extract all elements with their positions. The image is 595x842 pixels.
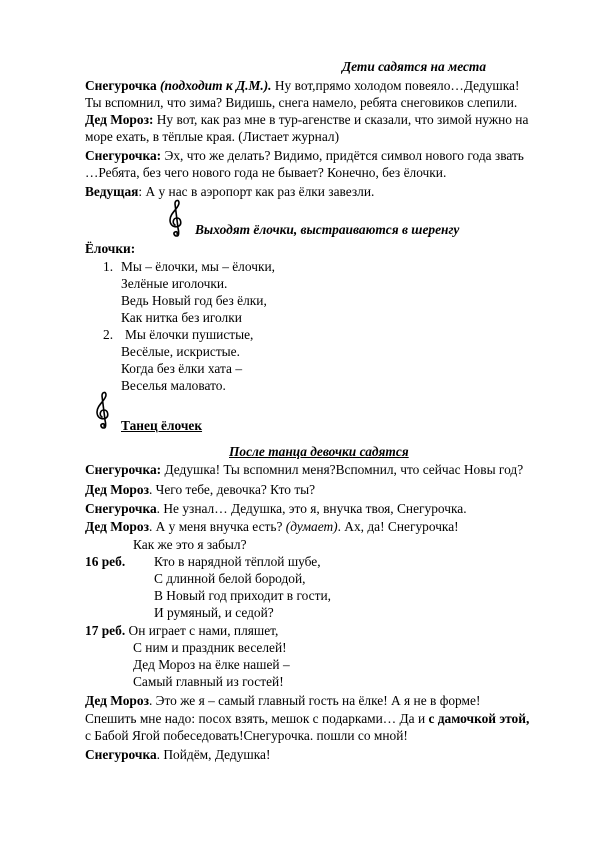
- speaker-name: Ёлочки:: [85, 241, 136, 256]
- speaker-name: Дед Мороз:: [85, 112, 154, 127]
- stage-direction-heading: После танца девочки садятся: [229, 444, 409, 459]
- dialogue-line: [85, 77, 519, 94]
- speaker-name: Снегурочка: [85, 747, 157, 762]
- dialogue-text: . Пойдём, Дедушка!: [156, 747, 271, 762]
- dialogue-text: с Бабой Ягой побеседовать!Снегурочка. пошли со мной!: [85, 728, 408, 743]
- dialogue-text: Ну вот, как раз мне в тур-агенстве и сказали, что зимой нужно на: [153, 112, 529, 127]
- child-line: [85, 622, 278, 639]
- dialogue-text: Ну вот,прямо холодом повеяло…Дедушка!: [271, 78, 520, 93]
- poem-line: С длинной белой бородой,: [154, 571, 306, 586]
- speaker-name: Ведущая: [85, 184, 139, 199]
- speaker-name: Дед Мороз: [85, 693, 149, 708]
- dialogue-line: [85, 183, 374, 200]
- poem-line: Когда без ёлки хата –: [121, 361, 243, 376]
- poem-line: Ведь Новый год без ёлки,: [121, 293, 267, 308]
- poem-line: С ним и праздник веселей!: [133, 640, 287, 655]
- treble-clef-icon: [93, 390, 113, 430]
- poem-line: Самый главный из гостей!: [133, 674, 284, 689]
- speaker-name: Дед Мороз: [85, 519, 149, 534]
- poem-line: Весёлые, искристые.: [121, 344, 240, 359]
- dialogue-line: [85, 500, 467, 517]
- dialogue-text: Спешить мне надо: посох взять, мешок с подарками… Да и: [85, 711, 429, 726]
- treble-clef-icon: [166, 198, 186, 238]
- poem-line: Кто в нарядной тёплой шубе,: [154, 554, 321, 569]
- poem-line: Зелёные иголочки.: [121, 276, 228, 291]
- dialogue-line: [85, 518, 459, 535]
- stage-direction: (подходит к Д.М.).: [160, 78, 272, 93]
- poem-line: В Новый год приходит в гости,: [154, 588, 331, 603]
- dialogue-line: [85, 481, 315, 498]
- dance-title: Танец ёлочек: [121, 418, 203, 433]
- dialogue-text: Ты вспомнил, что зима? Видишь, снега намело, ребята снеговиков слепили.: [85, 95, 518, 110]
- speaker-name: Дед Мороз: [85, 482, 149, 497]
- poem-line: Он играет с нами, пляшет,: [128, 623, 279, 638]
- dialogue-line: [85, 746, 270, 763]
- poem-line: И румяный, и седой?: [154, 605, 274, 620]
- dialogue-text-bold: с дамочкой этой,: [428, 711, 530, 726]
- dialogue-line: [85, 461, 523, 478]
- stage-direction-heading: Выходят ёлочки, выстраиваются в шеренгу: [195, 222, 460, 237]
- dialogue-text: Эх, что же делать? Видимо, придётся символ нового года звать: [161, 148, 524, 163]
- dialogue-text: . Не узнал… Дедушка, это я, внучка твоя, Снегурочка.: [156, 501, 467, 516]
- poem-line: Веселья маловато.: [121, 378, 226, 393]
- stage-direction: (думает): [285, 519, 338, 534]
- poem-line: Мы – ёлочки, мы – ёлочки,: [121, 259, 275, 274]
- stage-direction-heading: Дети садятся на места: [342, 59, 487, 74]
- list-number: 2.: [103, 327, 114, 342]
- speaker-name: Снегурочка:: [85, 148, 162, 163]
- speaker-name: Снегурочка: [85, 501, 157, 516]
- dialogue-text: …Ребята, без чего нового года не бывает? Конечно, без ёлочки.: [85, 165, 447, 180]
- dialogue-text: Как же это я забыл?: [133, 537, 247, 552]
- dialogue-text: . Чего тебе, девочка? Кто ты?: [148, 482, 316, 497]
- dialogue-line: [85, 147, 524, 164]
- poem-line: Как нитка без иголки: [121, 310, 242, 325]
- dialogue-line: [85, 710, 529, 727]
- dialogue-line: [85, 692, 480, 709]
- child-label: 17 реб.: [85, 623, 126, 638]
- poem-line: Мы ёлочки пушистые,: [125, 327, 254, 342]
- dialogue-text: . Ах, да! Снегурочка!: [337, 519, 459, 534]
- poem-line: Дед Мороз на ёлке нашей –: [133, 657, 290, 672]
- dialogue-text: : А у нас в аэропорт как раз ёлки завезли.: [138, 184, 375, 199]
- dialogue-line: [85, 111, 528, 128]
- child-label: 16 реб.: [85, 554, 126, 569]
- dialogue-text: Дедушка! Ты вспомнил меня?Вспомнил, что сейчас Новы год?: [161, 462, 524, 477]
- speaker-name: Снегурочка: [85, 78, 157, 93]
- dialogue-text: море ехать, в тёплые края. (Листает журнал): [85, 129, 340, 144]
- dialogue-text: . А у меня внучка есть?: [148, 519, 286, 534]
- speaker-name: Снегурочка:: [85, 462, 162, 477]
- list-number: 1.: [103, 259, 114, 274]
- dialogue-text: . Это же я – самый главный гость на ёлке! А я не в форме!: [148, 693, 481, 708]
